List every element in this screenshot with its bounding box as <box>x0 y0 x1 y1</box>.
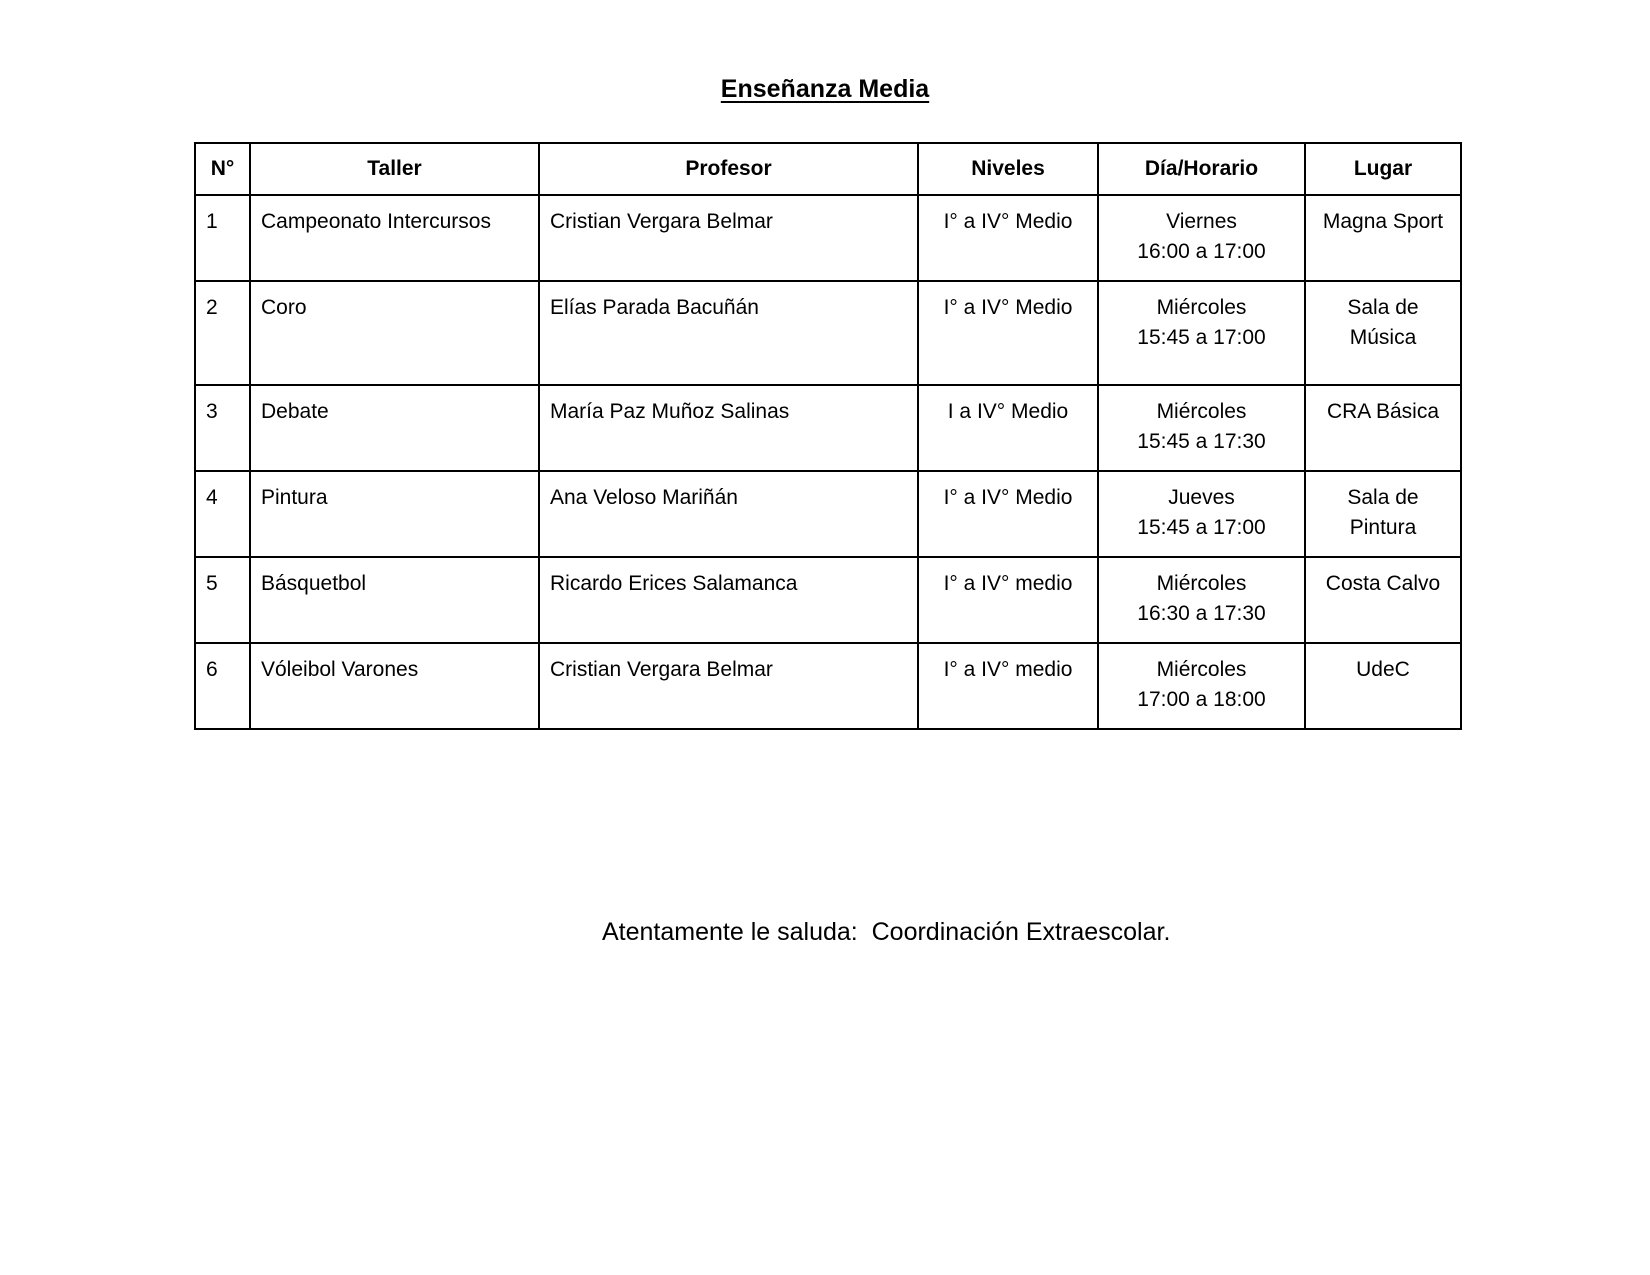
column-header-lugar: Lugar <box>1305 143 1461 195</box>
column-header-profesor: Profesor <box>539 143 918 195</box>
table-row <box>195 281 1461 385</box>
cell-taller: Coro <box>250 281 539 385</box>
cell-lugar-line-1: UdeC <box>1356 658 1410 681</box>
cell-lugar <box>1305 195 1461 281</box>
table-row <box>195 471 1461 557</box>
cell-profesor: Cristian Vergara Belmar <box>539 643 918 729</box>
cell-horario: 15:45 a 17:00 <box>1137 326 1266 349</box>
cell-num: 4 <box>195 471 250 557</box>
cell-num: 2 <box>195 281 250 385</box>
cell-dia-horario <box>1098 471 1305 557</box>
column-header-num: N° <box>195 143 250 195</box>
cell-dia: Jueves <box>1168 486 1235 509</box>
cell-num: 1 <box>195 195 250 281</box>
table-header-row <box>195 143 1461 195</box>
closing-signature-line: Atentamente le saluda: Coordinación Extraescolar. <box>602 918 1171 946</box>
cell-dia-horario <box>1098 557 1305 643</box>
cell-taller: Básquetbol <box>250 557 539 643</box>
cell-dia: Miércoles <box>1156 400 1247 423</box>
table-row <box>195 643 1461 729</box>
cell-lugar <box>1305 281 1461 385</box>
cell-niveles: I° a IV° Medio <box>918 195 1098 281</box>
cell-niveles: I° a IV° medio <box>918 557 1098 643</box>
cell-profesor: Cristian Vergara Belmar <box>539 195 918 281</box>
cell-dia: Viernes <box>1166 210 1237 233</box>
cell-num: 6 <box>195 643 250 729</box>
cell-profesor: Ana Veloso Mariñán <box>539 471 918 557</box>
cell-horario: 16:30 a 17:30 <box>1137 602 1266 625</box>
table-row <box>195 195 1461 281</box>
cell-niveles: I° a IV° medio <box>918 643 1098 729</box>
page-title: Enseñanza Media <box>720 75 930 103</box>
cell-lugar-line-1: Magna Sport <box>1322 210 1444 233</box>
cell-taller: Campeonato Intercursos <box>250 195 539 281</box>
cell-profesor: Elías Parada Bacuñán <box>539 281 918 385</box>
column-header-taller: Taller <box>250 143 539 195</box>
cell-num: 3 <box>195 385 250 471</box>
cell-horario: 16:00 a 17:00 <box>1137 240 1266 263</box>
cell-niveles: I° a IV° Medio <box>918 281 1098 385</box>
cell-horario: 17:00 a 18:00 <box>1137 688 1266 711</box>
cell-lugar-line-1: Costa Calvo <box>1325 572 1441 595</box>
table-row <box>195 385 1461 471</box>
cell-lugar-line-1: Sala de <box>1347 486 1419 509</box>
cell-lugar <box>1305 385 1461 471</box>
cell-lugar-line-1: CRA Básica <box>1326 400 1440 423</box>
column-header-dia-horario: Día/Horario <box>1098 143 1305 195</box>
cell-horario: 15:45 a 17:00 <box>1137 516 1266 539</box>
cell-lugar <box>1305 471 1461 557</box>
cell-dia-horario <box>1098 643 1305 729</box>
cell-dia: Miércoles <box>1156 572 1247 595</box>
cell-lugar-line-2: Música <box>1349 326 1417 349</box>
cell-num: 5 <box>195 557 250 643</box>
cell-lugar-line-2: Pintura <box>1349 516 1417 539</box>
cell-dia-horario <box>1098 281 1305 385</box>
column-header-niveles: Niveles <box>918 143 1098 195</box>
cell-lugar-line-1: Sala de <box>1347 296 1419 319</box>
cell-dia: Miércoles <box>1156 658 1247 681</box>
cell-profesor: Ricardo Erices Salamanca <box>539 557 918 643</box>
cell-lugar <box>1305 643 1461 729</box>
table-row <box>195 557 1461 643</box>
workshop-schedule-table <box>194 142 1462 730</box>
cell-niveles: I a IV° Medio <box>918 385 1098 471</box>
cell-dia-horario <box>1098 385 1305 471</box>
cell-horario: 15:45 a 17:30 <box>1137 430 1266 453</box>
cell-taller: Pintura <box>250 471 539 557</box>
cell-profesor: María Paz Muñoz Salinas <box>539 385 918 471</box>
cell-dia-horario <box>1098 195 1305 281</box>
cell-taller: Debate <box>250 385 539 471</box>
cell-niveles: I° a IV° Medio <box>918 471 1098 557</box>
cell-taller: Vóleibol Varones <box>250 643 539 729</box>
cell-dia: Miércoles <box>1156 296 1247 319</box>
cell-lugar <box>1305 557 1461 643</box>
